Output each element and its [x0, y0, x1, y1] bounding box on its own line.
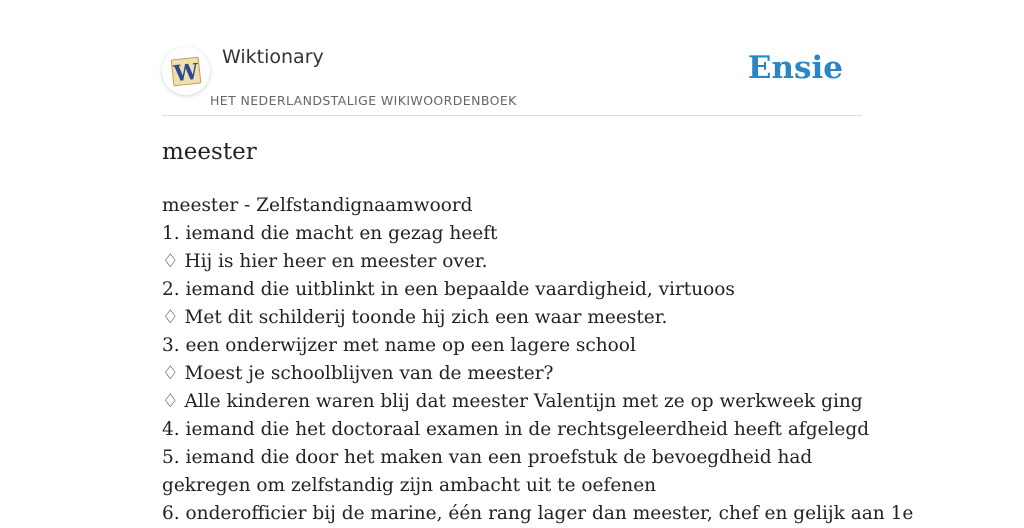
definition-line: 5. iemand die door het maken van een proefstuk de bevoegdheid had gekregen om zelfstandig zijn ambacht uit te oefenen — [162, 447, 813, 496]
wiktionary-logo-icon[interactable] — [162, 47, 210, 95]
ensie-brand-logo[interactable]: Ensie — [747, 50, 843, 86]
logo-letter: W — [172, 58, 200, 88]
header-divider — [162, 115, 862, 116]
site-name[interactable]: Wiktionary — [222, 46, 324, 68]
definition-line: 3. een onderwijzer met name op een lagere school — [162, 335, 636, 356]
example-line: ♢ Hij is hier heer en meester over. — [162, 251, 488, 272]
definition-line: 6. onderofficier bij de marine, één rang lager dan meester, chef en gelijk aan 1e — [162, 503, 914, 524]
word-title: meester — [162, 139, 257, 165]
example-line: ♢ Met dit schilderij toonde hij zich een waar meester. — [162, 307, 668, 328]
wiktionary-tile-icon — [162, 47, 210, 95]
entry-heading: meester - Zelfstandignaamwoord — [162, 195, 473, 216]
definition-line: 2. iemand die uitblinkt in een bepaalde vaardigheid, virtuoos — [162, 279, 735, 300]
definition-line: 4. iemand die het doctoraal examen in de rechtsgeleerdheid heeft afgelegd — [162, 419, 870, 440]
definition-line: 1. iemand die macht en gezag heeft — [162, 223, 498, 244]
definition-list — [162, 192, 914, 528]
site-tagline: HET NEDERLANDSTALIGE WIKIWOORDENBOEK — [210, 93, 517, 108]
example-line: ♢ Alle kinderen waren blij dat meester Valentijn met ze op werkweek ging — [162, 391, 863, 412]
example-line: ♢ Moest je schoolblijven van de meester? — [162, 363, 554, 384]
